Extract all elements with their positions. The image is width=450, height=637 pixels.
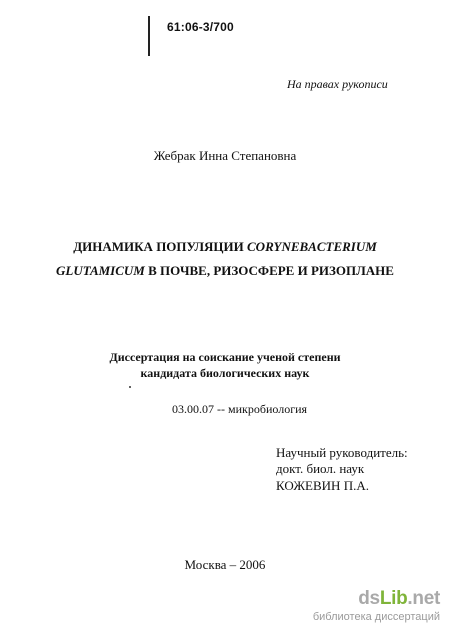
degree-statement-line-1: Диссертация на соискание ученой степени (109, 350, 341, 364)
logo-net: .net (407, 588, 440, 609)
dissertation-title-line-2 (0, 263, 450, 279)
supervisor-name: КОЖЕВИН П.А. (276, 478, 369, 493)
city-year: Москва – 2006 (184, 557, 266, 572)
title-line-1-italic: CORYNEBACTERIUM (247, 239, 377, 254)
scan-speck (129, 386, 131, 388)
logo-lib: Lib (379, 588, 408, 609)
title-line-1-plain: ДИНАМИКА ПОПУЛЯЦИИ (73, 239, 248, 254)
specialty-code: 03.00.07 -- микробиология (172, 402, 308, 416)
title-line-2-italic: GLUTAMICUM (56, 263, 145, 278)
library-stamp-code: 61:06-3/700 (167, 20, 234, 34)
degree-statement-line-2: кандидата биологических наук (140, 366, 310, 380)
watermark-subtitle: библиотека диссертаций (312, 611, 440, 623)
author-name: Жебрак Инна Степановна (153, 148, 297, 163)
title-line-2-plain: В ПОЧВЕ, РИЗОСФЕРЕ И РИЗОПЛАНЕ (144, 263, 394, 278)
supervisor-label: Научный руководитель: (276, 445, 408, 460)
dslib-logo[interactable] (358, 588, 440, 610)
logo-ds: ds (358, 588, 380, 609)
dissertation-title-line-1 (0, 239, 450, 255)
supervisor-degree: докт. биол. наук (276, 461, 365, 476)
manuscript-rights-note: На правах рукописи (287, 77, 388, 91)
stamp-bar (148, 16, 150, 56)
